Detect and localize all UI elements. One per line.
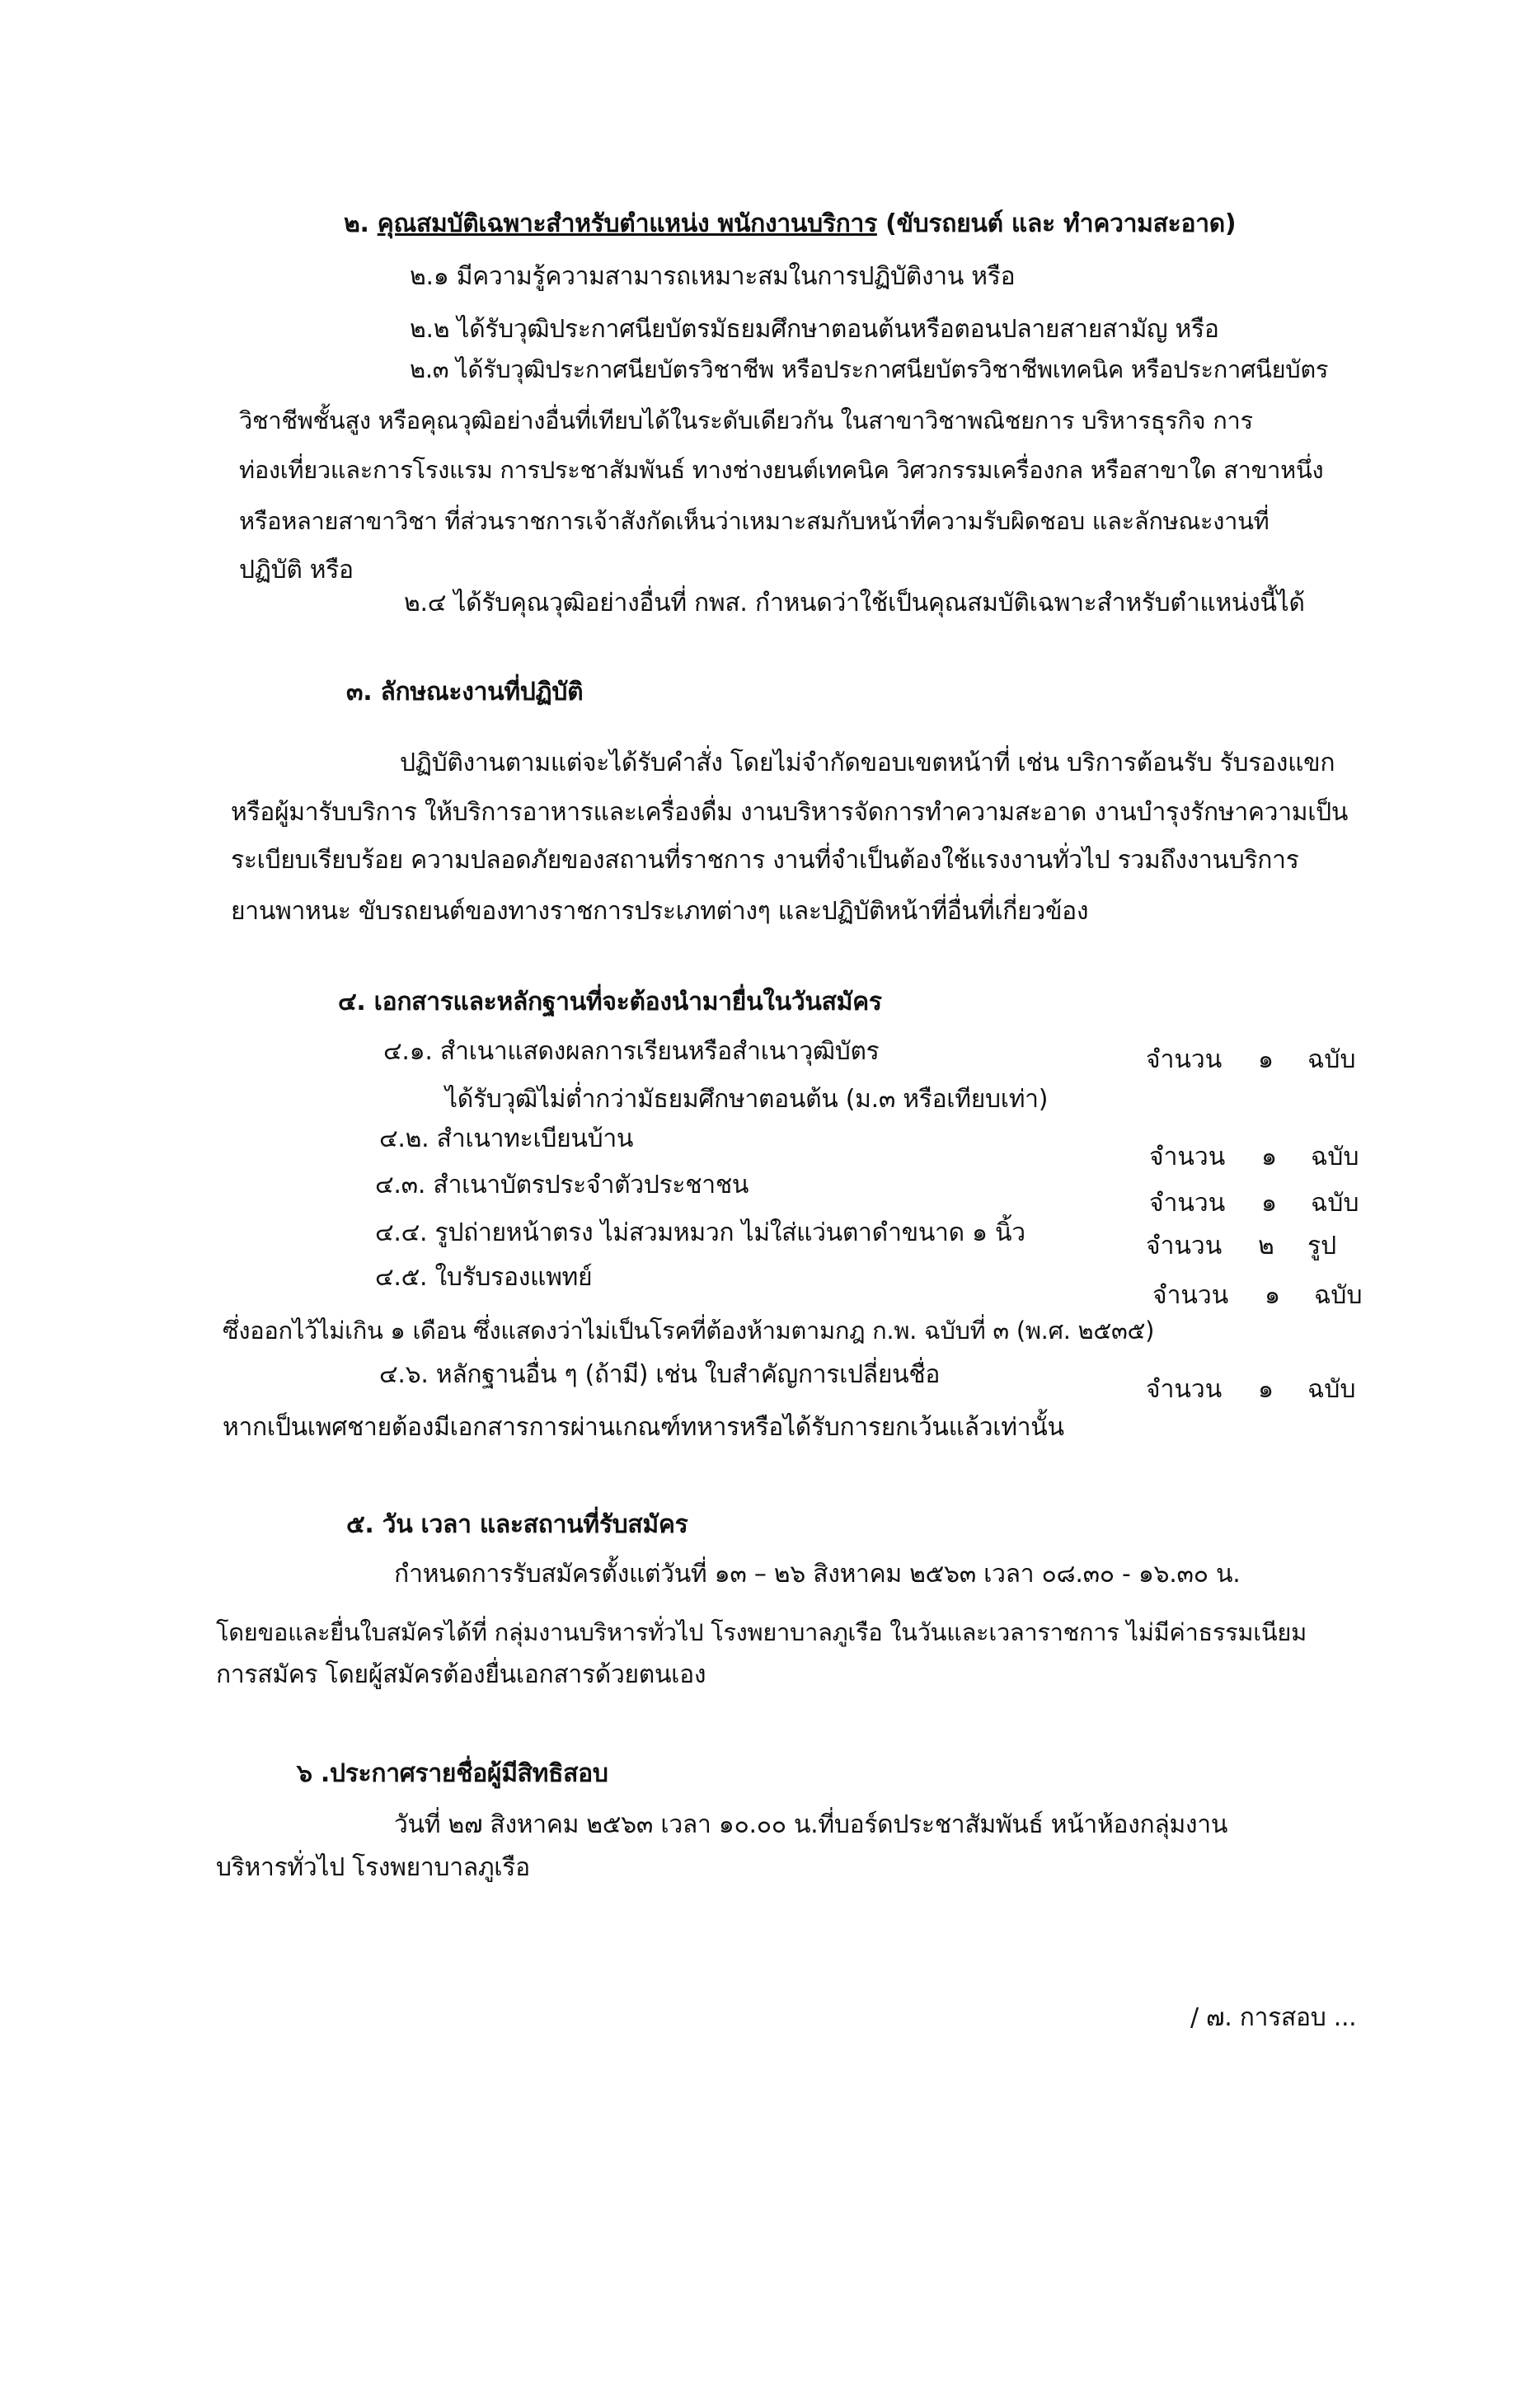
section-3-heading: ๓. ลักษณะงานที่ปฏิบัติ [346,678,584,706]
document-item-3-count [1149,1187,1359,1220]
section-5-line-2: โดยขอและยื่นใบสมัครได้ที่ กลุ่มงานบริหารทั่วไป โรงพยาบาลภูเรือ ในวันและเวลาราชการ ไม่มีค่าธรรมเนียม [216,1618,1307,1646]
section-6-heading: ๖ .ประกาศรายชื่อผู้มีสิทธิสอบ [297,1759,608,1788]
section-3-line-2: หรือผู้มารับบริการ ให้บริการอาหารและเครื่องดื่ม งานบริหารจัดการทำความสะอาด งานบำรุงรักษาความเป็น [231,798,1349,827]
document-item-6: ๔.๖. หลักฐานอื่น ๆ (ถ้ามี) เช่น ใบสำคัญการเปลี่ยนชื่อ [379,1360,941,1389]
document-item-3: ๔.๓. สำเนาบัตรประจำตัวประชาชน [375,1171,749,1199]
document-item-2: ๔.๒. สำเนาทะเบียนบ้าน [379,1124,634,1153]
section-2-heading-suffix: (ขับรถยนต์ และ ทำความสะอาด) [876,209,1237,238]
count-label: จำนวน [1146,1045,1223,1074]
document-item-4: ๔.๔. รูปถ่ายหน้าตรง ไม่สวมหมวก ไม่ใส่แว่นตาดำขนาด ๑ นิ้ว [375,1218,1025,1247]
section-5-line-3: การสมัคร โดยผู้สมัครต้องยื่นเอกสารด้วยตนเอง [216,1660,706,1689]
section-3-line-1: ปฏิบัติงานตามแต่จะได้รับคำสั่ง โดยไม่จำกัดขอบเขตหน้าที่ เช่น บริการต้อนรับ รับรองแขก [400,749,1335,777]
section-3-line-3: ระเบียบเรียบร้อย ความปลอดภัยของสถานที่ราชการ งานที่จำเป็นต้องใช้แรงงานทั่วไป รวมถึงงานบริการ [231,846,1299,875]
document-item-1-note: ได้รับวุฒิไม่ต่ำกว่ามัธยมศึกษาตอนต้น (ม.๓ หรือเทียบเท่า) [445,1085,1049,1114]
section-2-item-3-line-5: ปฏิบัติ หรือ [239,556,354,584]
count-label: จำนวน [1149,1189,1226,1218]
count-label: จำนวน [1149,1143,1226,1171]
section-3-line-4: ยานพาหนะ ขับรถยนต์ของทางราชการประเภทต่างๆ และปฏิบัติหน้าที่อื่นที่เกี่ยวข้อง [231,897,1089,926]
section-2-heading [344,208,1236,241]
count-number: ๑ [1261,1189,1278,1218]
section-6-line-2: บริหารทั่วไป โรงพยาบาลภูเรือ [216,1853,530,1882]
count-label: จำนวน [1146,1232,1223,1260]
document-item-1: ๔.๑. สำเนาแสดงผลการเรียนหรือสำเนาวุฒิบัตร [383,1037,880,1066]
section-2-item-4: ๒.๔ ได้รับคุณวุฒิอย่างอื่นที่ กพส. กำหนดว่าใช้เป็นคุณสมบัติเฉพาะสำหรับตำแหน่งนี้ได้ [404,589,1305,617]
count-unit: รูป [1307,1232,1337,1260]
count-unit: ฉบับ [1311,1189,1359,1218]
section-6-line-1: วันที่ ๒๗ สิงหาคม ๒๕๖๓ เวลา ๑๐.๐๐ น.ที่บอร์ดประชาสัมพันธ์ หน้าห้องกลุ่มงาน [394,1810,1228,1839]
document-item-5: ๔.๕. ใบรับรองแพทย์ [375,1263,593,1292]
section-2-item-3-line-3: ท่องเที่ยวและการโรงแรม การประชาสัมพันธ์ ทางช่างยนต์เทคนิค วิศวกรรมเครื่องกล หรือสาขาใด สาขาหนึ่ง [239,456,1324,484]
section-4-heading: ๔. เอกสารและหลักฐานที่จะต้องนำมายื่นในวันสมัคร [338,988,882,1016]
document-item-1-count [1146,1044,1356,1077]
document-item-5-note: ซึ่งออกไว้ไม่เกิน ๑ เดือน ซึ่งแสดงว่าไม่เป็นโรคที่ต้องห้ามตามกฎ ก.พ. ฉบับที่ ๓ (พ.ศ. ๒๕๓๕) [223,1317,1155,1345]
section-2-item-1: ๒.๑ มีความรู้ความสามารถเหมาะสมในการปฏิบัติงาน หรือ [410,262,1016,291]
document-item-5-count [1152,1279,1363,1312]
count-label: จำนวน [1146,1375,1223,1404]
count-unit: ฉบับ [1314,1281,1363,1310]
count-label: จำนวน [1152,1281,1229,1310]
section-5-line-1: กำหนดการรับสมัครตั้งแต่วันที่ ๑๓ – ๒๖ สิงหาคม ๒๕๖๓ เวลา ๐๘.๓๐ - ๑๖.๓๐ น. [394,1560,1241,1589]
document-item-6-count [1146,1373,1356,1406]
count-number: ๑ [1265,1281,1281,1310]
count-unit: ฉบับ [1307,1045,1356,1074]
count-unit: ฉบับ [1311,1143,1359,1171]
section-2-number: ๒. [344,209,378,238]
section-2-item-2: ๒.๒ ได้รับวุฒิประกาศนียบัตรมัธยมศึกษาตอนต้นหรือตอนปลายสายสามัญ หรือ [410,315,1219,344]
document-item-2-count [1149,1141,1359,1174]
document-item-4-count [1146,1230,1336,1263]
count-number: ๑ [1258,1045,1274,1074]
count-number: ๑ [1261,1143,1278,1171]
count-unit: ฉบับ [1307,1375,1356,1404]
section-2-item-3-line-4: หรือหลายสาขาวิชา ที่ส่วนราชการเจ้าสังกัดเห็นว่าเหมาะสมกับหน้าที่ความรับผิดชอบ และลักษณะงานที่ [239,507,1270,535]
continuation-note: / ๗. การสอบ ... [1190,2003,1357,2032]
document-item-6-note: หากเป็นเพศชายต้องมีเอกสารการผ่านเกณฑ์ทหารหรือได้รับการยกเว้นแล้วเท่านั้น [223,1413,1064,1442]
section-5-heading: ๕. วัน เวลา และสถานที่รับสมัคร [346,1510,688,1539]
count-number: ๑ [1258,1375,1274,1404]
count-number: ๒ [1258,1232,1274,1260]
section-2-item-3-line-2: วิชาชีพชั้นสูง หรือคุณวุฒิอย่างอื่นที่เทียบได้ในระดับเดียวกัน ในสาขาวิชาพณิชยการ บริหารธุรกิจ การ [239,406,1253,434]
section-2-item-3-line-1: ๒.๓ ได้รับวุฒิประกาศนียบัตรวิชาชีพ หรือประกาศนียบัตรวิชาชีพเทคนิค หรือประกาศนียบัตร [410,355,1329,383]
section-2-heading-underlined: คุณสมบัติเฉพาะสำหรับตำแหน่ง พนักงานบริการ [377,209,877,238]
